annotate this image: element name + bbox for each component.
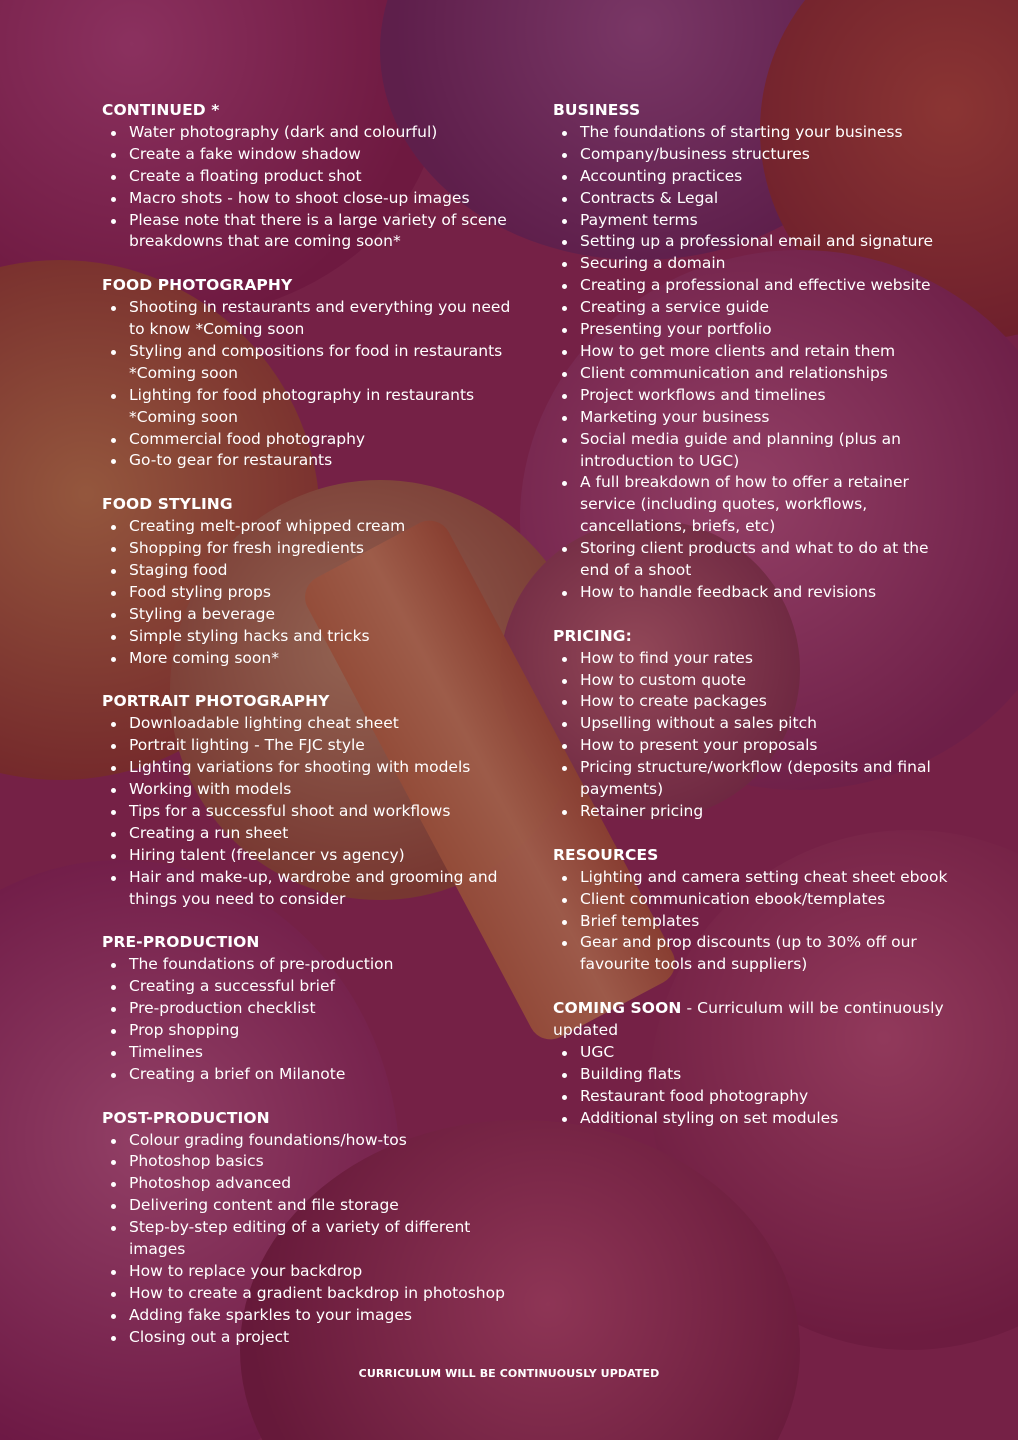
list-item: Tips for a successful shoot and workflows (102, 801, 522, 823)
coming-soon-list (553, 1042, 958, 1130)
list-item: Timelines (102, 1042, 522, 1064)
section-list (553, 648, 958, 823)
list-item: Additional styling on set modules (553, 1108, 958, 1130)
coming-soon-note: - Curriculum will be continuously updated (553, 999, 944, 1040)
section-heading: PORTRAIT PHOTOGRAPHY (102, 692, 330, 711)
list-item: Food styling props (102, 582, 522, 604)
list-item: Payment terms (553, 210, 958, 232)
list-item: Commercial food photography (102, 429, 522, 451)
list-item: Creating melt-proof whipped cream (102, 516, 522, 538)
section-food-styling (102, 494, 522, 669)
list-item: Accounting practices (553, 166, 958, 188)
list-item: Step-by-step editing of a variety of different images (102, 1217, 522, 1261)
list-item: Staging food (102, 560, 522, 582)
list-item: Marketing your business (553, 407, 958, 429)
section-list (102, 954, 522, 1085)
section-list (102, 516, 522, 669)
section-heading: BUSINESS (553, 101, 641, 119)
list-item: How to custom quote (553, 670, 958, 692)
list-item: Lighting and camera setting cheat sheet ebook (553, 867, 958, 889)
list-item: Setting up a professional email and signature (553, 231, 958, 253)
list-item: Please note that there is a large variety of scene breakdowns that are coming soon* (102, 210, 522, 254)
list-item: Creating a brief on Milanote (102, 1064, 522, 1086)
section-heading: CONTINUED * (102, 101, 220, 119)
list-item: Hair and make-up, wardrobe and grooming and things you need to consider (102, 867, 522, 911)
list-item: Creating a successful brief (102, 976, 522, 998)
section-pre-production (102, 932, 522, 1085)
list-item: Upselling without a sales pitch (553, 713, 958, 735)
list-item: Styling a beverage (102, 604, 522, 626)
list-item: How to get more clients and retain them (553, 341, 958, 363)
list-item: Pricing structure/workflow (deposits and final payments) (553, 757, 958, 801)
list-item: Hiring talent (freelancer vs agency) (102, 845, 522, 867)
list-item: Presenting your portfolio (553, 319, 958, 341)
list-item: How to find your rates (553, 648, 958, 670)
list-item: Working with models (102, 779, 522, 801)
section-list (553, 867, 958, 977)
section-list (102, 713, 522, 910)
list-item: Create a fake window shadow (102, 144, 522, 166)
section-resources (553, 845, 958, 976)
section-list (102, 297, 522, 472)
list-item: The foundations of pre-production (102, 954, 522, 976)
section-heading: FOOD STYLING (102, 495, 233, 514)
list-item: Retainer pricing (553, 801, 958, 823)
footer-note: CURRICULUM WILL BE CONTINUOUSLY UPDATED (358, 1367, 660, 1380)
list-item: Creating a professional and effective website (553, 275, 958, 297)
list-item: Social media guide and planning (plus an introduction to UGC) (553, 429, 958, 473)
section-list (102, 1130, 522, 1349)
list-item: Macro shots - how to shoot close-up images (102, 188, 522, 210)
list-item: Pre-production checklist (102, 998, 522, 1020)
section-continued (102, 100, 522, 253)
list-item: How to create packages (553, 691, 958, 713)
list-item: Water photography (dark and colourful) (102, 122, 522, 144)
section-heading: PRE-PRODUCTION (102, 933, 260, 952)
list-item: Gear and prop discounts (up to 30% off our favourite tools and suppliers) (553, 932, 958, 976)
list-item: Simple styling hacks and tricks (102, 626, 522, 648)
list-item: How to replace your backdrop (102, 1261, 522, 1283)
list-item: Securing a domain (553, 253, 958, 275)
left-column (102, 100, 522, 1370)
list-item: Project workflows and timelines (553, 385, 958, 407)
coming-soon-heading (553, 998, 958, 1042)
list-item: Photoshop basics (102, 1151, 522, 1173)
section-heading: RESOURCES (553, 845, 659, 864)
list-item: Lighting for food photography in restaurants *Coming soon (102, 385, 522, 429)
list-item: Adding fake sparkles to your images (102, 1305, 522, 1327)
list-item: Go-to gear for restaurants (102, 450, 522, 472)
list-item: Building flats (553, 1064, 958, 1086)
list-item: UGC (553, 1042, 958, 1064)
list-item: How to present your proposals (553, 735, 958, 757)
list-item: A full breakdown of how to offer a retainer service (including quotes, workflows, cancellations, briefs, etc) (553, 472, 958, 538)
section-list (102, 122, 522, 253)
list-item: The foundations of starting your business (553, 122, 958, 144)
section-portrait-photography (102, 691, 522, 910)
section-list (553, 122, 958, 604)
list-item: Brief templates (553, 911, 958, 933)
section-heading: FOOD PHOTOGRAPHY (102, 276, 293, 295)
list-item: Styling and compositions for food in restaurants *Coming soon (102, 341, 522, 385)
list-item: Portrait lighting - The FJC style (102, 735, 522, 757)
list-item: Downloadable lighting cheat sheet (102, 713, 522, 735)
section-food-photography (102, 275, 522, 472)
list-item: Colour grading foundations/how-tos (102, 1130, 522, 1152)
list-item: Create a floating product shot (102, 166, 522, 188)
section-business (553, 100, 958, 604)
list-item: Photoshop advanced (102, 1173, 522, 1195)
list-item: How to create a gradient backdrop in photoshop (102, 1283, 522, 1305)
list-item: Client communication ebook/templates (553, 889, 958, 911)
list-item: Creating a run sheet (102, 823, 522, 845)
list-item: Shooting in restaurants and everything you need to know *Coming soon (102, 297, 522, 341)
list-item: Restaurant food photography (553, 1086, 958, 1108)
section-pricing (553, 626, 958, 823)
list-item: Storing client products and what to do at the end of a shoot (553, 538, 958, 582)
coming-soon-title: COMING SOON (553, 999, 682, 1018)
list-item: Shopping for fresh ingredients (102, 538, 522, 560)
section-heading: POST-PRODUCTION (102, 1108, 270, 1127)
list-item: Delivering content and file storage (102, 1195, 522, 1217)
list-item: How to handle feedback and revisions (553, 582, 958, 604)
list-item: Prop shopping (102, 1020, 522, 1042)
list-item: Creating a service guide (553, 297, 958, 319)
section-heading: PRICING: (553, 626, 632, 645)
list-item: Lighting variations for shooting with models (102, 757, 522, 779)
list-item: Company/business structures (553, 144, 958, 166)
right-column (553, 100, 958, 1151)
list-item: Closing out a project (102, 1327, 522, 1349)
list-item: Client communication and relationships (553, 363, 958, 385)
list-item: Contracts & Legal (553, 188, 958, 210)
section-post-production (102, 1108, 522, 1349)
list-item: More coming soon* (102, 648, 522, 670)
